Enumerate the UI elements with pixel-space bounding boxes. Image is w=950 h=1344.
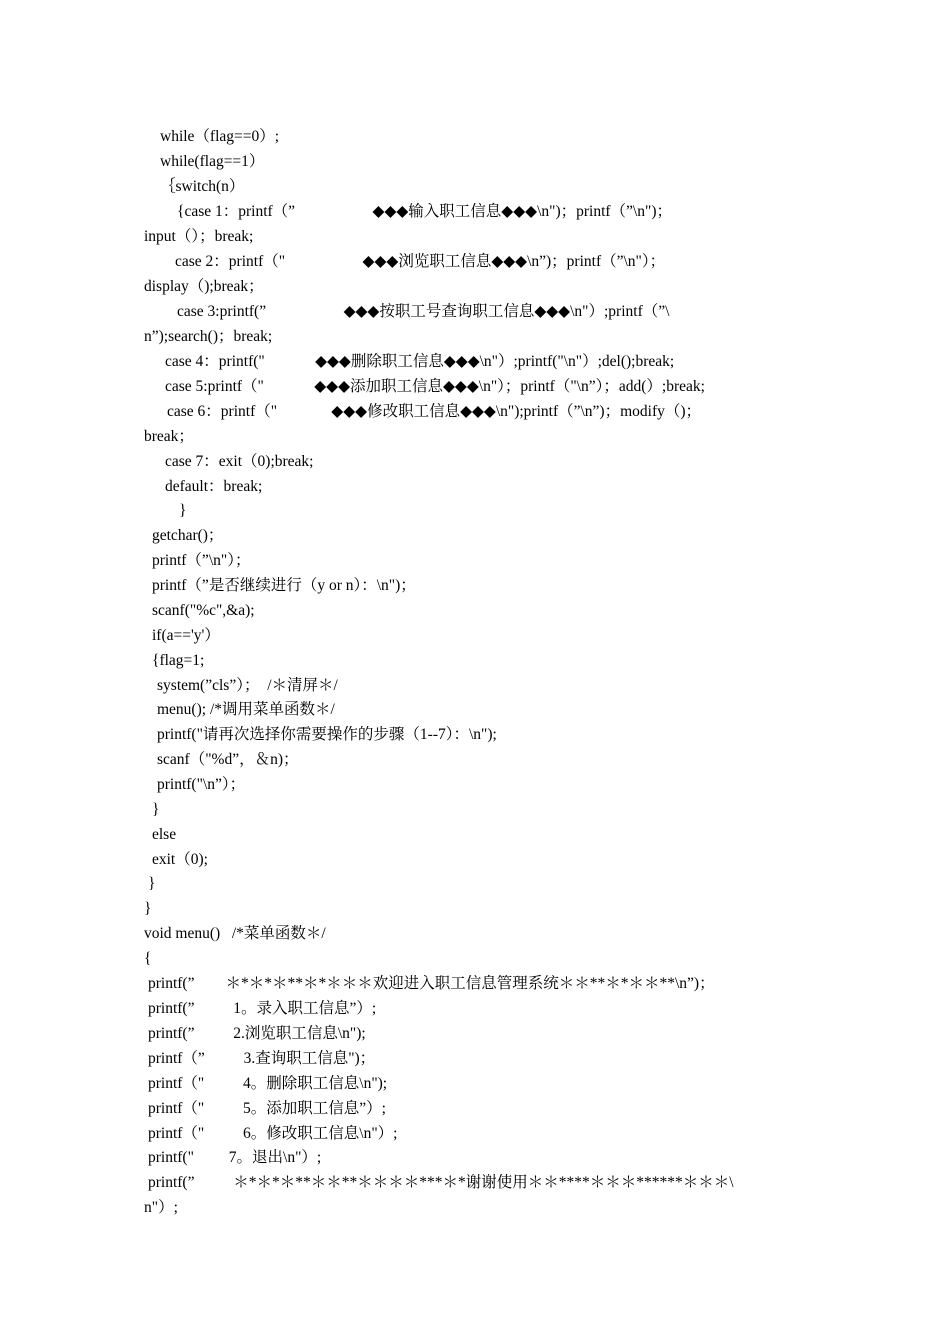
code-line: }: [179, 502, 187, 519]
code-line: printf（" 4。删除职工信息\n");: [148, 1075, 388, 1092]
code-line: case 7：exit（0);break;: [165, 453, 314, 470]
code-line: void menu() /*菜单函数＊/: [144, 925, 326, 942]
code-line: printf(” 1。录入职工信息”）;: [148, 1000, 377, 1017]
code-line: printf（” 3.查询职工信息")；: [148, 1050, 376, 1067]
code-line: printf("\n”）；: [157, 776, 246, 793]
code-line: printf（”\n"）；: [152, 552, 251, 569]
code-line: }: [148, 875, 156, 892]
code-line: break；: [144, 428, 194, 445]
code-line: printf("请再次选择你需要操作的步骤（1--7）：\n");: [157, 726, 497, 743]
code-line: while（flag==0）;: [160, 128, 280, 145]
code-line: if(a=='y'）: [152, 627, 220, 644]
code-line: ｛switch(n）: [160, 178, 245, 195]
code-line: scanf("%c",&a);: [152, 602, 255, 619]
code-line: n”);search()；break;: [144, 328, 273, 345]
code-line: printf(" 7。退出\n"）;: [148, 1149, 322, 1166]
code-line: {flag=1;: [152, 652, 205, 669]
code-line: case 3:printf(” ◆◆◆按职工号查询职工信息◆◆◆\n"）;printf（”\: [177, 303, 670, 320]
code-line: {case 1：printf（” ◆◆◆输入职工信息◆◆◆\n")；printf（”\n")；: [177, 203, 672, 220]
code-line: display（);break；: [144, 278, 264, 295]
code-line: input（）；break;: [144, 228, 254, 245]
code-line: printf（" 5。添加职工信息”）;: [148, 1100, 386, 1117]
code-line: case 4：printf(" ◆◆◆删除职工信息◆◆◆\n"）;printf("\n"）;del();break;: [165, 353, 675, 370]
code-line: printf(” ＊*＊*＊**＊＊**＊＊＊＊***＊*谢谢使用＊＊****＊＊＊******＊＊＊\: [148, 1174, 734, 1191]
code-line: case 6：printf（" ◆◆◆修改职工信息◆◆◆\n");printf（”\n”)；modify（)；: [167, 403, 702, 420]
code-line: else: [152, 826, 177, 843]
code-line: scanf（"%d”，＆n)；: [157, 751, 299, 768]
code-line: n"）;: [144, 1199, 178, 1216]
code-line: menu(); /*调用菜单函数＊/: [157, 701, 335, 718]
code-line: system(”cls”）； /＊清屏＊/: [157, 677, 338, 694]
code-line: getchar()；: [152, 527, 224, 544]
code-line: case 2：printf（" ◆◆◆浏览职工信息◆◆◆\n”)；printf（”\n"）；: [175, 253, 666, 270]
code-line: }: [152, 801, 160, 818]
code-line: {: [144, 950, 152, 967]
code-line: printf（”是否继续进行（y or n）：\n")；: [152, 577, 416, 594]
code-line: }: [144, 900, 152, 917]
code-line: case 5:printf（" ◆◆◆添加职工信息◆◆◆\n"）；printf（"\n”）；add(）;break;: [165, 378, 705, 395]
code-line: printf(” ＊*＊*＊**＊*＊＊＊欢迎进入职工信息管理系统＊＊**＊*＊＊**\n”)；: [148, 975, 715, 992]
code-line: while(flag==1）: [160, 153, 265, 170]
code-line: default：break;: [165, 478, 263, 495]
code-line: printf(” 2.浏览职工信息\n");: [148, 1025, 366, 1042]
code-line: printf（" 6。修改职工信息\n"）;: [148, 1125, 398, 1142]
code-line: exit（0);: [152, 851, 208, 868]
